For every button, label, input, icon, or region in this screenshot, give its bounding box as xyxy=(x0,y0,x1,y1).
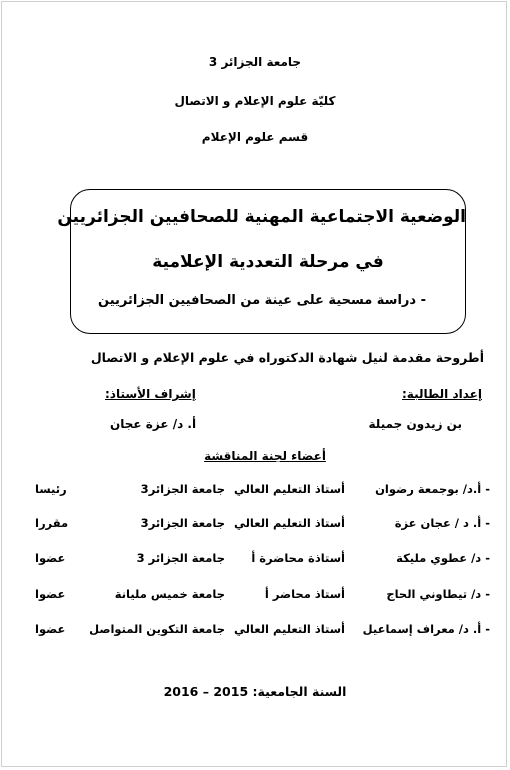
member-role: عضوا xyxy=(35,551,66,565)
member-role: مقررا xyxy=(35,516,69,530)
member-name: - أ.د/ بوجمعة رضوان xyxy=(375,482,490,496)
member-institution: جامعة الجزائر 3 xyxy=(136,551,225,565)
title-line-2: في مرحلة التعددية الإعلامية xyxy=(152,252,384,272)
member-role: رئيسا xyxy=(35,482,67,496)
member-rank: أستاذ محاضر أ xyxy=(264,587,345,601)
member-rank: أستاذ التعليم العالي xyxy=(233,516,345,530)
member-role: عضوا xyxy=(35,622,66,636)
member-name: - أ. د/ معراف إسماعيل xyxy=(362,622,490,636)
page-border xyxy=(1,1,507,767)
member-institution: جامعة الجزائر3 xyxy=(140,516,225,530)
committee-heading: أعضاء لجنة المناقشة xyxy=(204,449,326,463)
member-name: - د/ عطوي مليكة xyxy=(396,551,490,565)
supervisor-name: أ. د/ عزة عجان xyxy=(110,417,197,431)
student-label: إعداد الطالبة: xyxy=(402,387,482,401)
member-role: عضوا xyxy=(35,587,66,601)
university-name: جامعة الجزائر 3 xyxy=(208,55,302,69)
department-name: قسم علوم الإعلام xyxy=(201,130,309,144)
member-rank: أستاذ التعليم العالي xyxy=(233,482,345,496)
title-subtitle: - دراسة مسحية على عينة من الصحافيين الجزائريين xyxy=(98,293,426,308)
student-name: بن زيدون جميلة xyxy=(368,417,462,431)
title-line-1: الوضعية الاجتماعية المهنية للصحافيين الجزائريين xyxy=(57,207,466,227)
member-rank: أستاذة محاضرة أ xyxy=(251,551,345,565)
member-institution: جامعة التكوين المتواصل xyxy=(89,622,225,636)
member-institution: جامعة خميس مليانة xyxy=(114,587,225,601)
academic-year: السنة الجامعية: 2015 – 2016 xyxy=(163,684,347,699)
member-institution: جامعة الجزائر3 xyxy=(140,482,225,496)
faculty-name: كليّة علوم الإعلام و الاتصال xyxy=(174,94,336,108)
member-rank: أستاذ التعليم العالي xyxy=(233,622,345,636)
thesis-statement: أطروحة مقدمة لنيل شهادة الدكتوراه في علوم الإعلام و الاتصال xyxy=(90,350,484,365)
supervisor-label: إشراف الأستاذ: xyxy=(105,387,196,401)
member-name: - أ. د / عجان عزة xyxy=(394,516,490,530)
member-name: - د/ تيطاوني الحاج xyxy=(386,587,490,601)
